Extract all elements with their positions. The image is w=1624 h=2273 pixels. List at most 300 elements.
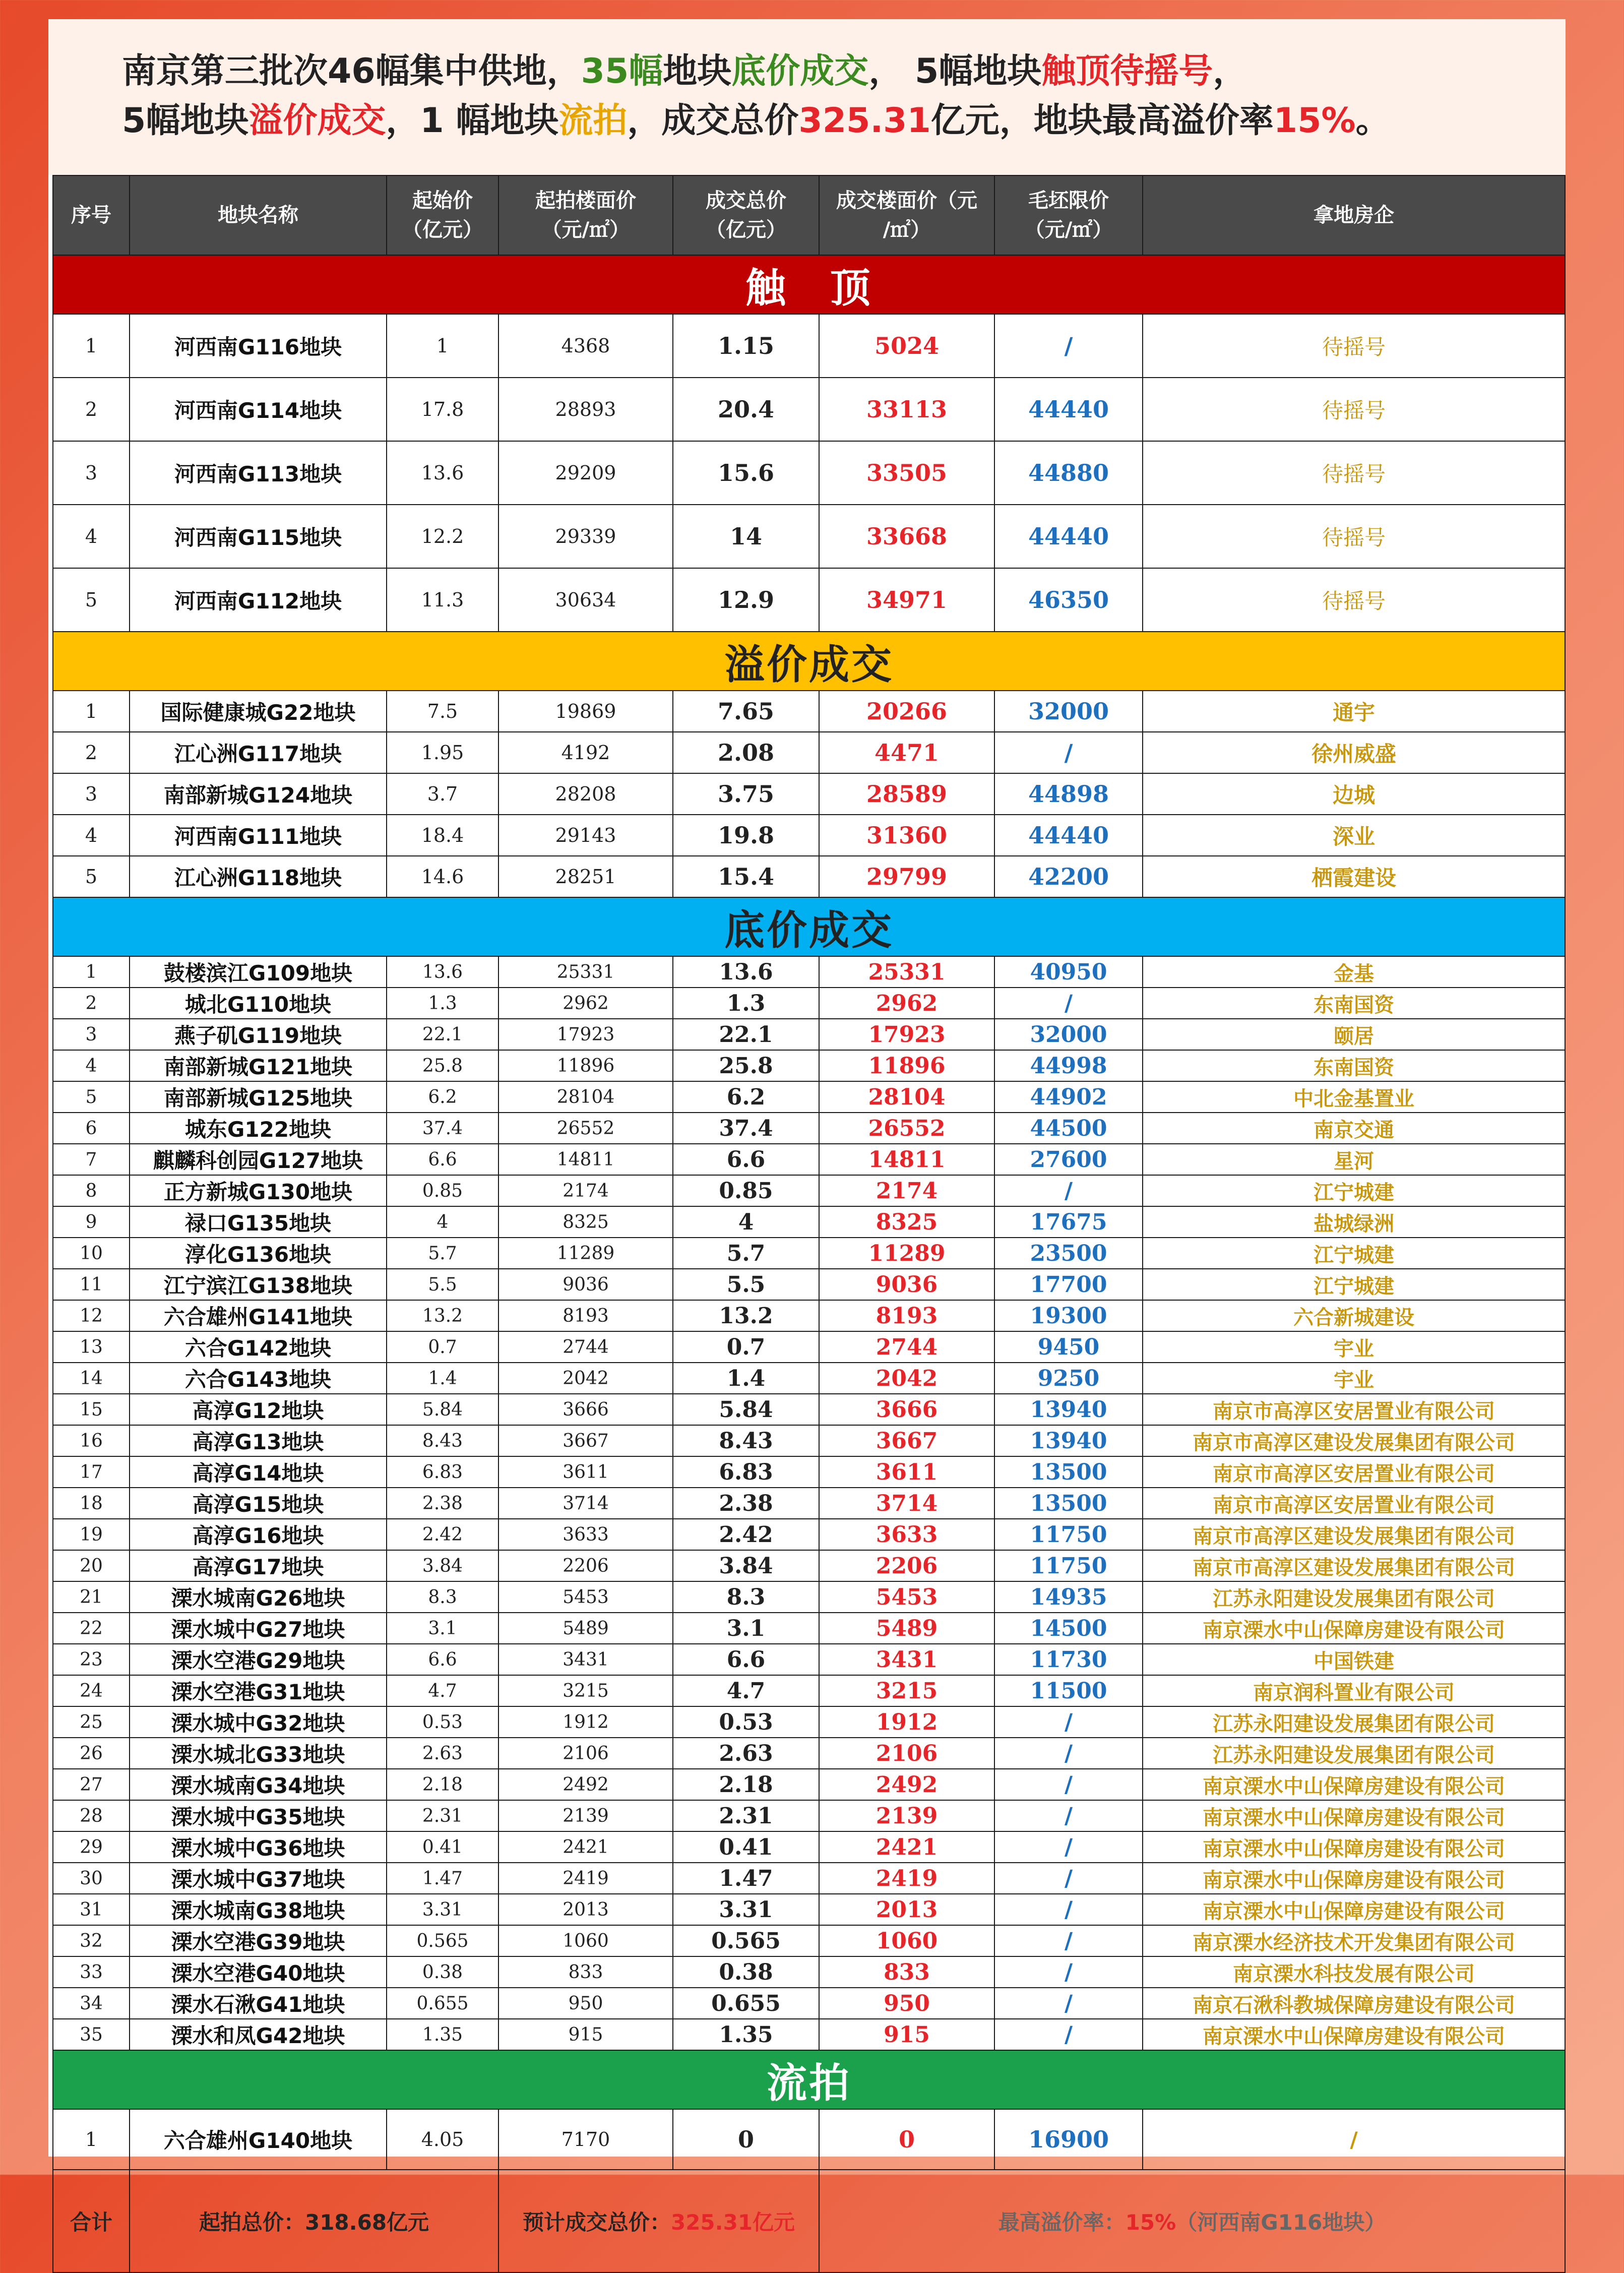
cell-land-name: 溧水空港G31地块 xyxy=(130,1675,387,1706)
cell-rough-limit: 17675 xyxy=(994,1206,1143,1238)
cell-deal-total: 8.3 xyxy=(673,1581,819,1613)
start-total-label: 起拍总价： xyxy=(199,2210,305,2235)
cell-rough-limit: 44440 xyxy=(994,815,1143,856)
start-total-cell xyxy=(130,2170,498,2272)
cell-deal-floor-price: 11896 xyxy=(819,1050,994,1081)
table-row xyxy=(53,1550,1565,1581)
cell-rough-limit: / xyxy=(994,1769,1143,1800)
cell-deal-total: 12.9 xyxy=(673,568,819,632)
table-row xyxy=(53,956,1565,988)
cell-deal-floor-price: 5024 xyxy=(819,314,994,378)
cell-start-price: 4.05 xyxy=(387,2109,498,2170)
cell-start-floor-price: 30634 xyxy=(498,568,673,632)
cell-deal-total: 3.31 xyxy=(673,1894,819,1925)
cell-seq: 21 xyxy=(53,1581,130,1613)
cell-start-price: 2.18 xyxy=(387,1769,498,1800)
cell-land-name: 高淳G15地块 xyxy=(130,1488,387,1519)
cell-deal-total: 4.7 xyxy=(673,1675,819,1706)
cell-start-floor-price: 29209 xyxy=(498,441,673,505)
cell-start-floor-price: 29339 xyxy=(498,505,673,568)
cell-developer: 待摇号 xyxy=(1143,441,1565,505)
cell-developer: 待摇号 xyxy=(1143,314,1565,378)
cell-deal-total: 0.565 xyxy=(673,1925,819,1956)
cell-start-price: 8.3 xyxy=(387,1581,498,1613)
cell-developer: 江宁城建 xyxy=(1143,1269,1565,1300)
cell-seq: 2 xyxy=(53,988,130,1019)
table-row xyxy=(53,1206,1565,1238)
cell-developer: 东南国资 xyxy=(1143,988,1565,1019)
cell-land-name: 高淳G14地块 xyxy=(130,1456,387,1488)
cell-developer: 东南国资 xyxy=(1143,1050,1565,1081)
cell-developer: 南京市高淳区安居置业有限公司 xyxy=(1143,1394,1565,1425)
summary-segment: ，成交总价 xyxy=(627,101,799,141)
cell-rough-limit: 11750 xyxy=(994,1550,1143,1581)
cell-developer: 南京市高淳区安居置业有限公司 xyxy=(1143,1456,1565,1488)
cell-deal-floor-price: 3667 xyxy=(819,1425,994,1456)
cell-rough-limit: / xyxy=(994,1175,1143,1206)
table-row xyxy=(53,314,1565,378)
cell-deal-floor-price: 33668 xyxy=(819,505,994,568)
cell-start-price: 0.565 xyxy=(387,1925,498,1956)
cell-seq: 8 xyxy=(53,1175,130,1206)
cell-start-price: 25.8 xyxy=(387,1050,498,1081)
cell-land-name: 溧水空港G40地块 xyxy=(130,1956,387,1988)
cell-start-price: 1 xyxy=(387,314,498,378)
cell-start-price: 3.84 xyxy=(387,1550,498,1581)
col-header-deal-total: 成交总价 （亿元） xyxy=(673,175,819,255)
cell-start-price: 2.63 xyxy=(387,1738,498,1769)
cell-seq: 16 xyxy=(53,1425,130,1456)
cell-deal-floor-price: 2421 xyxy=(819,1831,994,1863)
table-row xyxy=(53,856,1565,897)
cell-start-floor-price: 1912 xyxy=(498,1706,673,1738)
cell-seq: 10 xyxy=(53,1238,130,1269)
summary-segment: 5幅地块 xyxy=(122,101,249,141)
cell-seq: 32 xyxy=(53,1925,130,1956)
cell-rough-limit: / xyxy=(994,1738,1143,1769)
cell-rough-limit: 11730 xyxy=(994,1644,1143,1675)
cell-deal-total: 2.42 xyxy=(673,1519,819,1550)
section-title: 流拍 xyxy=(53,2050,1565,2109)
table-row xyxy=(53,441,1565,505)
cell-seq: 2 xyxy=(53,378,130,441)
cell-start-floor-price: 28893 xyxy=(498,378,673,441)
cell-developer: 南京石湫科教城保障房建设有限公司 xyxy=(1143,1988,1565,2019)
cell-deal-floor-price: 3666 xyxy=(819,1394,994,1425)
cell-land-name: 鼓楼滨江G109地块 xyxy=(130,956,387,988)
cell-start-floor-price: 4368 xyxy=(498,314,673,378)
cell-rough-limit: / xyxy=(994,1956,1143,1988)
cell-land-name: 正方新城G130地块 xyxy=(130,1175,387,1206)
cell-start-floor-price: 26552 xyxy=(498,1113,673,1144)
table-row xyxy=(53,505,1565,568)
table-header-row xyxy=(53,175,1565,255)
cell-rough-limit: / xyxy=(994,2019,1143,2050)
cell-start-price: 0.85 xyxy=(387,1175,498,1206)
cell-developer: 南京溧水中山保障房建设有限公司 xyxy=(1143,1863,1565,1894)
cell-seq: 4 xyxy=(53,1050,130,1081)
cell-deal-total: 2.08 xyxy=(673,732,819,773)
cell-seq: 1 xyxy=(53,956,130,988)
table-row xyxy=(53,1894,1565,1925)
cell-land-name: 六合雄州G141地块 xyxy=(130,1300,387,1331)
table-row xyxy=(53,1581,1565,1613)
cell-land-name: 南部新城G124地块 xyxy=(130,773,387,815)
cell-land-name: 江心洲G117地块 xyxy=(130,732,387,773)
summary-line-1 xyxy=(122,48,1247,95)
cell-rough-limit: / xyxy=(994,988,1143,1019)
cell-seq: 20 xyxy=(53,1550,130,1581)
cell-developer: 宇业 xyxy=(1143,1331,1565,1363)
cell-start-floor-price: 29143 xyxy=(498,815,673,856)
cell-deal-floor-price: 28589 xyxy=(819,773,994,815)
cell-deal-total: 2.38 xyxy=(673,1488,819,1519)
cell-start-price: 37.4 xyxy=(387,1113,498,1144)
table-row xyxy=(53,773,1565,815)
cell-rough-limit: / xyxy=(994,1800,1143,1831)
cell-deal-total: 8.43 xyxy=(673,1425,819,1456)
cell-deal-floor-price: 833 xyxy=(819,1956,994,1988)
cell-deal-floor-price: 2492 xyxy=(819,1769,994,1800)
cell-rough-limit: 44898 xyxy=(994,773,1143,815)
cell-start-price: 5.7 xyxy=(387,1238,498,1269)
cell-start-price: 5.84 xyxy=(387,1394,498,1425)
summary-segment: 溢价成交 xyxy=(248,101,386,141)
cell-land-name: 南部新城G125地块 xyxy=(130,1081,387,1113)
cell-deal-total: 13.2 xyxy=(673,1300,819,1331)
cell-land-name: 河西南G113地块 xyxy=(130,441,387,505)
cell-deal-total: 7.65 xyxy=(673,691,819,732)
cell-developer: 南京溧水中山保障房建设有限公司 xyxy=(1143,1800,1565,1831)
cell-start-price: 6.6 xyxy=(387,1144,498,1175)
cell-seq: 30 xyxy=(53,1863,130,1894)
cell-deal-total: 1.35 xyxy=(673,2019,819,2050)
cell-rough-limit: / xyxy=(994,314,1143,378)
cell-rough-limit: 44998 xyxy=(994,1050,1143,1081)
cell-deal-total: 2.31 xyxy=(673,1800,819,1831)
cell-start-price: 0.7 xyxy=(387,1331,498,1363)
section-header-prem xyxy=(53,632,1565,691)
col-header-developer: 拿地房企 xyxy=(1143,175,1565,255)
cell-start-price: 12.2 xyxy=(387,505,498,568)
cell-start-floor-price: 3666 xyxy=(498,1394,673,1425)
cell-rough-limit: / xyxy=(994,1988,1143,2019)
cell-developer: 中国铁建 xyxy=(1143,1644,1565,1675)
table-row xyxy=(53,1300,1565,1331)
summary-segment: 流拍 xyxy=(558,101,628,141)
section-title: 触 顶 xyxy=(53,255,1565,314)
cell-deal-total: 5.7 xyxy=(673,1238,819,1269)
col-header-name: 地块名称 xyxy=(130,175,387,255)
cell-deal-floor-price: 950 xyxy=(819,1988,994,2019)
cell-developer: 南京市高淳区建设发展集团有限公司 xyxy=(1143,1550,1565,1581)
cell-land-name: 高淳G12地块 xyxy=(130,1394,387,1425)
cell-seq: 26 xyxy=(53,1738,130,1769)
cell-start-price: 3.1 xyxy=(387,1613,498,1644)
table-row xyxy=(53,1238,1565,1269)
cell-deal-floor-price: 33505 xyxy=(819,441,994,505)
cell-rough-limit: 13500 xyxy=(994,1488,1143,1519)
cell-land-name: 河西南G111地块 xyxy=(130,815,387,856)
cell-deal-floor-price: 8325 xyxy=(819,1206,994,1238)
cell-land-name: 溧水城中G36地块 xyxy=(130,1831,387,1863)
deal-total-label: 预计成交总价： xyxy=(522,2210,671,2235)
cell-deal-total: 19.8 xyxy=(673,815,819,856)
cell-land-name: 六合G142地块 xyxy=(130,1331,387,1363)
cell-seq: 11 xyxy=(53,1269,130,1300)
cell-land-name: 高淳G13地块 xyxy=(130,1425,387,1456)
summary-segment: 地块 xyxy=(663,51,732,91)
cell-rough-limit: 44440 xyxy=(994,505,1143,568)
cell-deal-total: 20.4 xyxy=(673,378,819,441)
cell-seq: 5 xyxy=(53,1081,130,1113)
cell-seq: 35 xyxy=(53,2019,130,2050)
cell-developer: 南京溧水科技发展有限公司 xyxy=(1143,1956,1565,1988)
cell-seq: 3 xyxy=(53,773,130,815)
cell-seq: 27 xyxy=(53,1769,130,1800)
cell-start-floor-price: 833 xyxy=(498,1956,673,1988)
table-row xyxy=(53,1831,1565,1863)
cell-deal-total: 6.2 xyxy=(673,1081,819,1113)
cell-deal-floor-price: 3215 xyxy=(819,1675,994,1706)
cell-seq: 3 xyxy=(53,1019,130,1050)
cell-rough-limit: / xyxy=(994,1831,1143,1863)
cell-deal-total: 15.6 xyxy=(673,441,819,505)
cell-seq: 1 xyxy=(53,691,130,732)
summary-header xyxy=(48,19,1566,175)
cell-start-floor-price: 950 xyxy=(498,1988,673,2019)
cell-developer: 金基 xyxy=(1143,956,1565,988)
cell-rough-limit: 11500 xyxy=(994,1675,1143,1706)
cell-start-floor-price: 28251 xyxy=(498,856,673,897)
table-row xyxy=(53,1613,1565,1644)
cell-start-price: 18.4 xyxy=(387,815,498,856)
cell-rough-limit: 23500 xyxy=(994,1238,1143,1269)
cell-deal-floor-price: 3633 xyxy=(819,1519,994,1550)
cell-start-floor-price: 28104 xyxy=(498,1081,673,1113)
cell-land-name: 溧水城中G27地块 xyxy=(130,1613,387,1644)
summary-segment: 35幅 xyxy=(581,51,663,91)
cell-start-price: 8.43 xyxy=(387,1425,498,1456)
cell-developer: 边城 xyxy=(1143,773,1565,815)
section-title: 底价成交 xyxy=(53,897,1565,956)
cell-seq: 5 xyxy=(53,856,130,897)
cell-start-price: 0.655 xyxy=(387,1988,498,2019)
cell-deal-floor-price: 2106 xyxy=(819,1738,994,1769)
cell-land-name: 溧水石湫G41地块 xyxy=(130,1988,387,2019)
cell-start-floor-price: 2206 xyxy=(498,1550,673,1581)
cell-deal-total: 13.6 xyxy=(673,956,819,988)
cell-seq: 19 xyxy=(53,1519,130,1550)
cell-deal-total: 4 xyxy=(673,1206,819,1238)
cell-deal-floor-price: 28104 xyxy=(819,1081,994,1113)
cell-deal-total: 0.53 xyxy=(673,1706,819,1738)
cell-land-name: 溧水城南G26地块 xyxy=(130,1581,387,1613)
cell-deal-floor-price: 20266 xyxy=(819,691,994,732)
cell-deal-floor-price: 17923 xyxy=(819,1019,994,1050)
deal-total-value: 325.31亿元 xyxy=(670,2210,795,2235)
cell-land-name: 六合G143地块 xyxy=(130,1363,387,1394)
cell-developer: 颐居 xyxy=(1143,1019,1565,1050)
section-title: 溢价成交 xyxy=(53,632,1565,691)
cell-deal-floor-price: 2206 xyxy=(819,1550,994,1581)
cell-rough-limit: 9250 xyxy=(994,1363,1143,1394)
cell-deal-total: 3.1 xyxy=(673,1613,819,1644)
cell-start-price: 4.7 xyxy=(387,1675,498,1706)
cell-start-floor-price: 17923 xyxy=(498,1019,673,1050)
cell-deal-floor-price: 2419 xyxy=(819,1863,994,1894)
start-total-value: 318.68亿元 xyxy=(304,2210,429,2235)
table-row xyxy=(53,1675,1565,1706)
cell-start-floor-price: 2744 xyxy=(498,1331,673,1363)
cell-rough-limit: 32000 xyxy=(994,1019,1143,1050)
cell-land-name: 燕子矶G119地块 xyxy=(130,1019,387,1050)
cell-start-floor-price: 915 xyxy=(498,2019,673,2050)
cell-seq: 3 xyxy=(53,441,130,505)
cell-start-price: 13.2 xyxy=(387,1300,498,1331)
cell-rough-limit: / xyxy=(994,1863,1143,1894)
cell-start-price: 1.47 xyxy=(387,1863,498,1894)
table-row xyxy=(53,2019,1565,2050)
cell-seq: 15 xyxy=(53,1394,130,1425)
table-row xyxy=(53,1331,1565,1363)
cell-developer: 盐城绿洲 xyxy=(1143,1206,1565,1238)
max-rate-value: 15% xyxy=(1125,2210,1176,2235)
cell-rough-limit: 44902 xyxy=(994,1081,1143,1113)
cell-start-floor-price: 11289 xyxy=(498,1238,673,1269)
cell-rough-limit: 32000 xyxy=(994,691,1143,732)
cell-seq: 34 xyxy=(53,1988,130,2019)
cell-land-name: 溧水城南G34地块 xyxy=(130,1769,387,1800)
cell-deal-floor-price: 29799 xyxy=(819,856,994,897)
cell-deal-floor-price: 3714 xyxy=(819,1488,994,1519)
table-row xyxy=(53,1925,1565,1956)
cell-deal-total: 1.15 xyxy=(673,314,819,378)
cell-deal-total: 15.4 xyxy=(673,856,819,897)
cell-deal-total: 25.8 xyxy=(673,1050,819,1081)
cell-land-name: 江宁滨江G138地块 xyxy=(130,1269,387,1300)
cell-deal-total: 1.4 xyxy=(673,1363,819,1394)
cell-start-floor-price: 25331 xyxy=(498,956,673,988)
cell-deal-floor-price: 1912 xyxy=(819,1706,994,1738)
cell-start-price: 1.35 xyxy=(387,2019,498,2050)
table-row xyxy=(53,1988,1565,2019)
cell-developer: 星河 xyxy=(1143,1144,1565,1175)
cell-seq: 17 xyxy=(53,1456,130,1488)
cell-land-name: 河西南G116地块 xyxy=(130,314,387,378)
cell-deal-total: 3.75 xyxy=(673,773,819,815)
cell-deal-floor-price: 2139 xyxy=(819,1800,994,1831)
cell-deal-total: 1.47 xyxy=(673,1863,819,1894)
cell-seq: 7 xyxy=(53,1144,130,1175)
cell-rough-limit: 14500 xyxy=(994,1613,1143,1644)
table-row xyxy=(53,1519,1565,1550)
cell-start-price: 6.2 xyxy=(387,1081,498,1113)
cell-deal-total: 0.7 xyxy=(673,1331,819,1363)
cell-start-price: 0.53 xyxy=(387,1706,498,1738)
cell-deal-floor-price: 3611 xyxy=(819,1456,994,1488)
cell-deal-floor-price: 5489 xyxy=(819,1613,994,1644)
table-row xyxy=(53,1425,1565,1456)
cell-land-name: 溧水和凤G42地块 xyxy=(130,2019,387,2050)
cell-developer: 江宁城建 xyxy=(1143,1175,1565,1206)
col-header-seq: 序号 xyxy=(53,175,130,255)
cell-start-price: 3.31 xyxy=(387,1894,498,1925)
cell-rough-limit: / xyxy=(994,1925,1143,1956)
cell-seq: 1 xyxy=(53,314,130,378)
cell-developer: 中北金基置业 xyxy=(1143,1081,1565,1113)
cell-deal-floor-price: 3431 xyxy=(819,1644,994,1675)
cell-seq: 23 xyxy=(53,1644,130,1675)
cell-start-floor-price: 2139 xyxy=(498,1800,673,1831)
cell-start-floor-price: 5489 xyxy=(498,1613,673,1644)
summary-segment: 南京第三批次46幅集中供地， xyxy=(122,51,581,91)
cell-start-price: 13.6 xyxy=(387,441,498,505)
cell-developer: 待摇号 xyxy=(1143,568,1565,632)
cell-deal-total: 0.655 xyxy=(673,1988,819,2019)
cell-rough-limit: 13940 xyxy=(994,1394,1143,1425)
cell-rough-limit: 9450 xyxy=(994,1331,1143,1363)
cell-rough-limit: / xyxy=(994,1894,1143,1925)
table-row xyxy=(53,1081,1565,1113)
table-row xyxy=(53,1113,1565,1144)
cell-seq: 1 xyxy=(53,2109,130,2170)
table-row xyxy=(53,568,1565,632)
cell-deal-total: 0.41 xyxy=(673,1831,819,1863)
table-body xyxy=(53,255,1565,2170)
cell-start-floor-price: 5453 xyxy=(498,1581,673,1613)
cell-start-price: 2.42 xyxy=(387,1519,498,1550)
table-row xyxy=(53,1456,1565,1488)
summary-segment: 。 xyxy=(1355,101,1390,141)
col-header-deal-floor-price: 成交楼面价（元 /㎡） xyxy=(819,175,994,255)
cell-deal-floor-price: 11289 xyxy=(819,1238,994,1269)
cell-deal-total: 6.83 xyxy=(673,1456,819,1488)
cell-deal-total: 0.38 xyxy=(673,1956,819,1988)
cell-developer: 江苏永阳建设发展集团有限公司 xyxy=(1143,1706,1565,1738)
cell-deal-floor-price: 2042 xyxy=(819,1363,994,1394)
cell-developer: 南京溧水经济技术开发集团有限公司 xyxy=(1143,1925,1565,1956)
table-row xyxy=(53,1863,1565,1894)
cell-developer: 宇业 xyxy=(1143,1363,1565,1394)
cell-start-floor-price: 2042 xyxy=(498,1363,673,1394)
cell-deal-floor-price: 8193 xyxy=(819,1300,994,1331)
table-row xyxy=(53,1769,1565,1800)
cell-rough-limit: 19300 xyxy=(994,1300,1143,1331)
cell-deal-floor-price: 34971 xyxy=(819,568,994,632)
cell-land-name: 溧水城中G35地块 xyxy=(130,1800,387,1831)
cell-seq: 4 xyxy=(53,505,130,568)
cell-developer: 南京溧水中山保障房建设有限公司 xyxy=(1143,1769,1565,1800)
page xyxy=(48,19,1566,2235)
cell-rough-limit: 27600 xyxy=(994,1144,1143,1175)
cell-start-price: 6.83 xyxy=(387,1456,498,1488)
max-rate-cell xyxy=(819,2170,1565,2272)
cell-start-price: 13.6 xyxy=(387,956,498,988)
cell-land-name: 江心洲G118地块 xyxy=(130,856,387,897)
cell-developer: / xyxy=(1143,2109,1565,2170)
cell-start-floor-price: 2962 xyxy=(498,988,673,1019)
cell-rough-limit: 11750 xyxy=(994,1519,1143,1550)
cell-land-name: 溧水城北G33地块 xyxy=(130,1738,387,1769)
table-row xyxy=(53,1644,1565,1675)
cell-deal-total: 37.4 xyxy=(673,1113,819,1144)
cell-seq: 31 xyxy=(53,1894,130,1925)
cell-land-name: 河西南G114地块 xyxy=(130,378,387,441)
cell-rough-limit: / xyxy=(994,1706,1143,1738)
cell-start-price: 22.1 xyxy=(387,1019,498,1050)
cell-seq: 12 xyxy=(53,1300,130,1331)
